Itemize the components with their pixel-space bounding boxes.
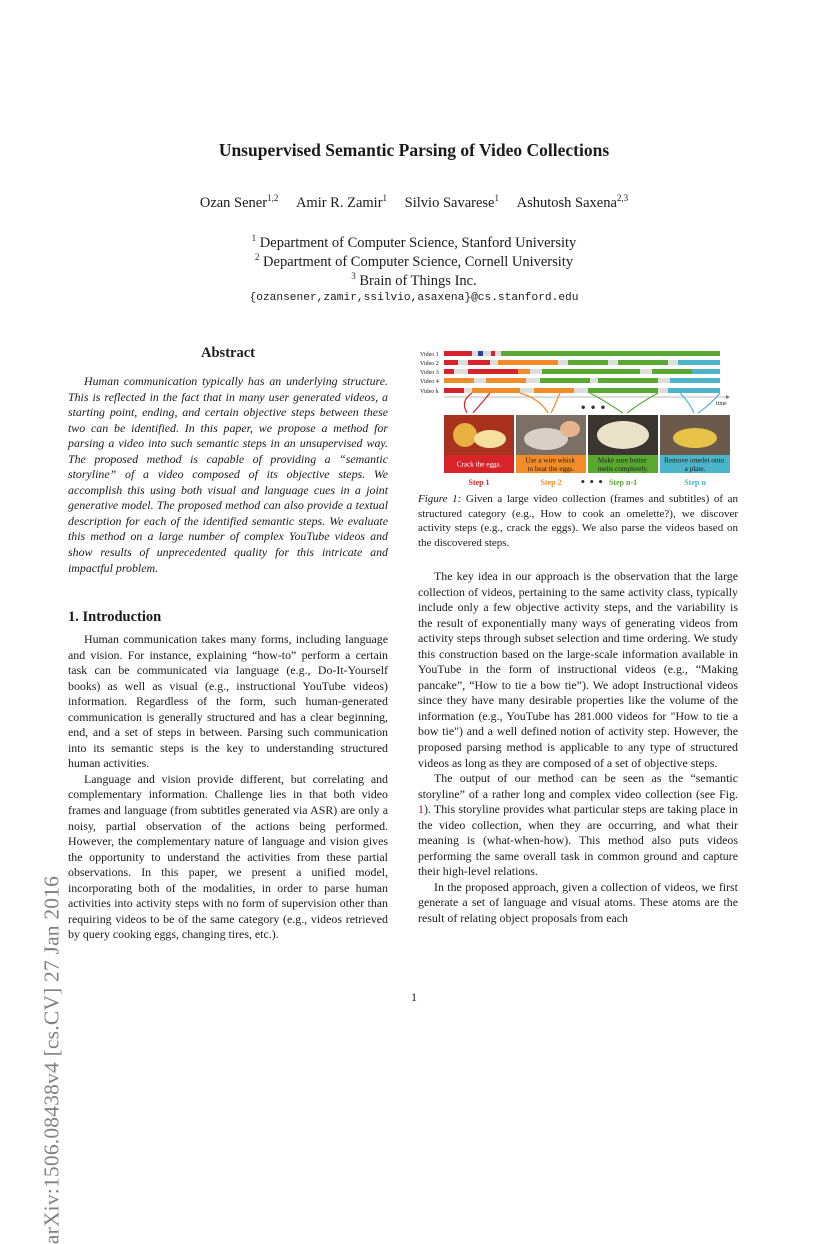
right-column-body <box>418 569 738 927</box>
step-description-line2: a plate. <box>684 465 706 473</box>
caption-label: Figure 1: <box>418 493 462 505</box>
svg-text:Make sure butter melts com <box>598 457 649 474</box>
step-2-description: Use a wire whisk <box>525 456 575 465</box>
author: Silvio Savarese$^1$ <box>404 193 499 211</box>
step-1-label: Step 1 <box>468 478 490 487</box>
figure-reference-link[interactable]: 1 <box>418 802 424 817</box>
step-1-description: Crack the eggs. <box>456 460 502 469</box>
svg-text:• • •: • • • <box>580 478 604 488</box>
author: Ozan Sener$^{1,2}$ <box>199 193 279 211</box>
step-1-panel <box>444 415 514 487</box>
author-emails: {ozansener,zamir,ssilvio,asaxena}@cs.stanford.edu <box>249 292 579 304</box>
svg-text:• • •: • • • <box>580 403 607 414</box>
introduction-body <box>68 632 388 943</box>
affiliation: $^3$ Brain of Things Inc. <box>351 271 477 289</box>
affiliation: $^1$ Department of Computer Science, Stanford University <box>251 233 577 251</box>
paragraph: Language and vision provide different, but correlating and complementary information. Challenge lies in that both video frames and language (from subtitles generated via ASR) are only a noisy, partial observation of the actions being performed. However, the complementary nature of language and vision gives the opportunity to understand the activities from these partial observations. In this paper, we present a unified model, incorporating both of the modalities, in order to parse human activities into activity steps with no form of supervision other than requiring videos to be of the same category (e.g., videos retrieved by query cooking eggs, changing tires, etc.). <box>68 771 388 942</box>
step-n-label: Step n <box>684 478 706 487</box>
video-label: Video 1 <box>420 352 439 358</box>
arxiv-identifier: arXiv:1506.08438v4 [cs.CV] 27 Jan 2016 <box>39 875 64 1244</box>
author-list <box>0 193 828 212</box>
caption-text: Given a large video collection (frames and subtitles) of an structured category (e.g., How to cook an omelette?), we discover activity steps (e.g., crack the eggs). We also parse the videos based on the discovered steps. <box>418 493 738 549</box>
paragraph: Human communication takes many forms, including language and vision. For instance, explaining “how-to” perform a certain task can be communicated via language (e.g., Do-It-Yourself books) as well as visual (e.g., instructional YouTube videos) information. Regardless of the form, such human-generated communication is generally structured and has a clear beginning, end, and a set of steps in between. Parsing such communication into its semantic steps is the key to understanding structured human activities. <box>68 632 388 771</box>
author: Amir R. Zamir$^1$ <box>295 193 388 211</box>
paragraph: In the proposed approach, given a collection of videos, we first generate a set of language and visual atoms. These atoms are the result of relating object proposals from each <box>418 879 738 926</box>
video-label: Video 3 <box>420 370 439 376</box>
svg-text:Use a wire whisk to beat t <box>525 457 577 474</box>
page-number: 1 <box>411 990 417 1004</box>
step-2-label: Step 2 <box>540 478 562 487</box>
paper-title: Unsupervised Semantic Parsing of Video Collections <box>218 140 610 160</box>
figure-1-caption <box>418 492 738 550</box>
video-timelines <box>444 351 720 393</box>
abstract-heading: Abstract <box>201 345 255 361</box>
time-axis-label: time <box>716 401 727 407</box>
video-label: Video 2 <box>420 361 439 367</box>
author: Ashutosh Saxena$^{2,3}$ <box>516 193 629 211</box>
paragraph: The output of our method can be seen as the “semantic storyline” of a rather long and complex video collection (see Fig. 1). This storyline provides what particular steps are taking place in the video collection, when they are occurring, and what their meaning is (what-when-how). This method also puts videos performing the same overall task in common ground and capture their high-level relations. <box>418 771 738 879</box>
affiliation: $^2$ Department of Computer Science, Cornell University <box>254 252 574 270</box>
step-2-panel <box>516 415 586 487</box>
step-n-description: Remove omelet onto <box>664 456 725 465</box>
step-description-line2: to beat the eggs. <box>527 465 575 473</box>
video-label: Video k <box>420 389 439 395</box>
figure-1 <box>420 343 738 489</box>
step-n-1-panel <box>588 415 658 487</box>
step-n-panel <box>660 415 730 487</box>
paragraph: The key idea in our approach is the observation that the large collection of videos, pertaining to the same activity class, typically include only a few objective activity steps, and the variability is the result of exponentially many ways of generating videos from activity steps through subset selection and time ordering. We study this construction based on the large-scale information available in YouTube in the form of instructional videos (e.g., “Making pancake”, “How to tie a bow tie”). We adopt Instructional videos since they have many desirable properties like the volume of the information (e.g., YouTube has 281.000 videos for "How to tie a bow tie") and a well defined notion of activity step. However, the proposed parsing method is applicable to any type of structured videos as long as they are composed of a set of objective steps. <box>418 569 738 770</box>
step-description-line2: melts completely. <box>597 465 649 473</box>
step-n-1-label: Step n-1 <box>608 478 638 487</box>
abstract-text: Human communication typically has an underlying structure. This is reflected in the fact that in many user generated videos, a starting point, ending, and certain objective steps between these two can be identified. In this paper, we propose a method for parsing a video into such semantic steps in an unsupervised way. The proposed method is capable of providing a “semantic storyline” of a video composed of its objective steps. We accomplish this using both visual and language cues in a joint generative model. The proposed method can also provide a textual description for each of the identified semantic steps. We evaluate this method on a large number of complex YouTube videos and show results of unprecedented quality for this intricate and impactful problem. <box>68 374 388 575</box>
step-n-1-description: Make sure butter <box>597 456 647 465</box>
section-heading-introduction: 1. Introduction <box>68 609 162 625</box>
video-label: Video 4 <box>420 379 439 385</box>
